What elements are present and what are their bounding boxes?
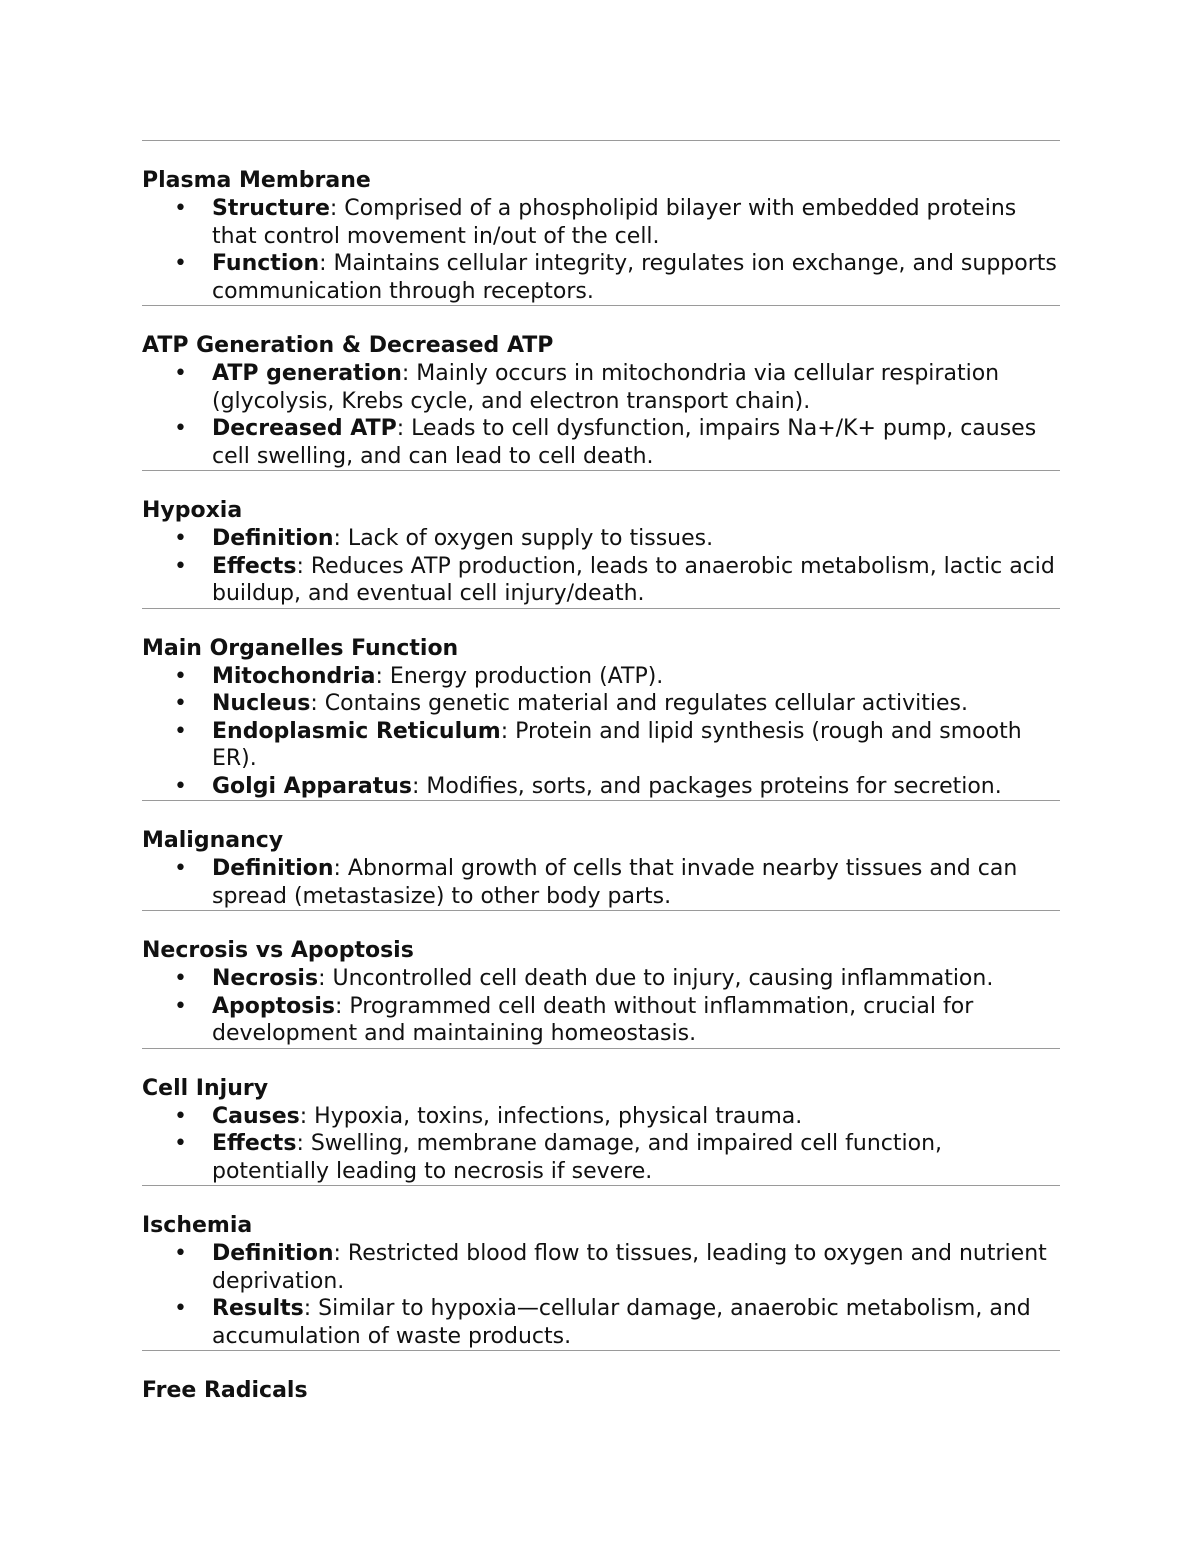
bullet-list xyxy=(142,1240,1060,1350)
item-text: : Programmed cell death without inflammation, crucial for development and maintaining homeostasis. xyxy=(212,993,974,1046)
bullet-list xyxy=(142,195,1060,305)
item-term: Effects xyxy=(212,1131,297,1156)
item-text: : Mainly occurs in mitochondria via cellular respiration (glycolysis, Krebs cycle, and electron transport chain). xyxy=(212,361,1000,414)
section-heading: Plasma Membrane xyxy=(142,168,371,193)
list-item xyxy=(142,690,1060,718)
list-item xyxy=(142,1240,1060,1295)
section-cell-injury xyxy=(142,1049,1060,1186)
item-text: : Abnormal growth of cells that invade nearby tissues and can spread (metastasize) to other body parts. xyxy=(212,856,1018,909)
section-heading: Main Organelles Function xyxy=(142,635,459,661)
bullet-list xyxy=(142,1103,1060,1186)
section-heading: Necrosis vs Apoptosis xyxy=(142,938,414,963)
bullet-icon: • xyxy=(174,993,187,1019)
item-term: Function xyxy=(212,251,320,276)
section-necrosis-apoptosis xyxy=(142,911,1060,1048)
item-term: Effects xyxy=(212,553,297,579)
item-text: : Uncontrolled cell death due to injury, causing inflammation. xyxy=(318,966,994,991)
list-item xyxy=(142,1295,1060,1350)
item-term: ATP generation xyxy=(212,361,402,386)
section-heading: Ischemia xyxy=(142,1213,253,1238)
list-item xyxy=(142,553,1060,608)
section-heading: Hypoxia xyxy=(142,498,243,523)
item-term: Definition xyxy=(212,526,334,551)
item-term: Necrosis xyxy=(212,966,319,991)
bullet-icon: • xyxy=(174,691,187,716)
item-term: Definition xyxy=(212,1241,334,1266)
item-text: : Hypoxia, toxins, infections, physical trauma. xyxy=(299,1103,803,1129)
section-plasma-membrane xyxy=(142,141,1060,305)
bullet-icon: • xyxy=(174,553,187,579)
item-term: Decreased ATP xyxy=(212,416,397,441)
bullet-icon: • xyxy=(174,856,187,881)
section-heading: Malignancy xyxy=(142,828,284,853)
list-item xyxy=(142,1130,1060,1185)
item-text: : Energy production (ATP). xyxy=(375,663,664,689)
bullet-icon: • xyxy=(174,663,187,689)
bullet-icon: • xyxy=(174,416,187,441)
section-free-radicals xyxy=(142,1351,1060,1405)
bullet-icon: • xyxy=(174,1241,187,1266)
item-term: Structure xyxy=(212,196,330,221)
list-item xyxy=(142,415,1060,470)
section-heading: Free Radicals xyxy=(142,1378,308,1403)
item-text: : Leads to cell dysfunction, impairs Na+/K+ pump, causes cell swelling, and can lead to cell death. xyxy=(212,416,1037,469)
bullet-icon: • xyxy=(174,966,187,991)
item-text: : Maintains cellular integrity, regulates ion exchange, and supports communication through receptors. xyxy=(212,251,1057,304)
item-term: Causes xyxy=(212,1103,300,1129)
bullet-list xyxy=(142,855,1060,910)
item-term: Definition xyxy=(212,856,334,881)
list-item xyxy=(142,965,1060,993)
bullet-icon: • xyxy=(174,773,187,799)
section-malignancy xyxy=(142,801,1060,910)
item-text: : Reduces ATP production, leads to anaerobic metabolism, lactic acid buildup, and eventual cell injury/death. xyxy=(212,553,1055,606)
list-item xyxy=(142,360,1060,415)
bullet-icon: • xyxy=(174,1131,187,1156)
item-text: : Protein and lipid synthesis (rough and smooth ER). xyxy=(212,718,1022,771)
list-item xyxy=(142,250,1060,305)
item-text: : Comprised of a phospholipid bilayer with embedded proteins that control movement in/out of the cell. xyxy=(212,196,1017,249)
section-hypoxia xyxy=(142,471,1060,608)
section-organelles xyxy=(142,609,1060,801)
list-item xyxy=(142,718,1060,773)
item-term: Results xyxy=(212,1296,304,1321)
bullet-icon: • xyxy=(174,251,187,276)
list-item xyxy=(142,663,1060,691)
item-text: : Restricted blood flow to tissues, leading to oxygen and nutrient deprivation. xyxy=(212,1241,1047,1294)
item-text: : Modifies, sorts, and packages proteins for secretion. xyxy=(412,773,1002,799)
section-atp xyxy=(142,306,1060,470)
bullet-icon: • xyxy=(174,718,187,744)
document-page xyxy=(142,140,1060,1405)
bullet-icon: • xyxy=(174,526,187,551)
list-item xyxy=(142,773,1060,801)
bullet-icon: • xyxy=(174,1296,187,1321)
bullet-list xyxy=(142,965,1060,1048)
bullet-icon: • xyxy=(174,1103,187,1129)
bullet-list xyxy=(142,525,1060,608)
bullet-icon: • xyxy=(174,361,187,386)
item-term: Nucleus xyxy=(212,691,311,716)
item-term: Mitochondria xyxy=(212,663,376,689)
bullet-list xyxy=(142,663,1060,801)
section-ischemia xyxy=(142,1186,1060,1350)
section-heading: ATP Generation & Decreased ATP xyxy=(142,333,554,358)
item-term: Apoptosis xyxy=(212,993,335,1019)
item-text: : Similar to hypoxia—cellular damage, anaerobic metabolism, and accumulation of waste products. xyxy=(212,1296,1031,1349)
list-item xyxy=(142,195,1060,250)
bullet-list xyxy=(142,360,1060,470)
list-item xyxy=(142,993,1060,1048)
bullet-icon: • xyxy=(174,196,187,221)
item-text: : Lack of oxygen supply to tissues. xyxy=(333,526,714,551)
list-item xyxy=(142,1103,1060,1131)
item-term: Golgi Apparatus xyxy=(212,773,412,799)
list-item xyxy=(142,855,1060,910)
list-item xyxy=(142,525,1060,553)
section-heading: Cell Injury xyxy=(142,1075,269,1101)
item-text: : Contains genetic material and regulates cellular activities. xyxy=(310,691,968,716)
item-term: Endoplasmic Reticulum xyxy=(212,718,501,744)
item-text: : Swelling, membrane damage, and impaired cell function, potentially leading to necrosis if severe. xyxy=(212,1131,943,1184)
